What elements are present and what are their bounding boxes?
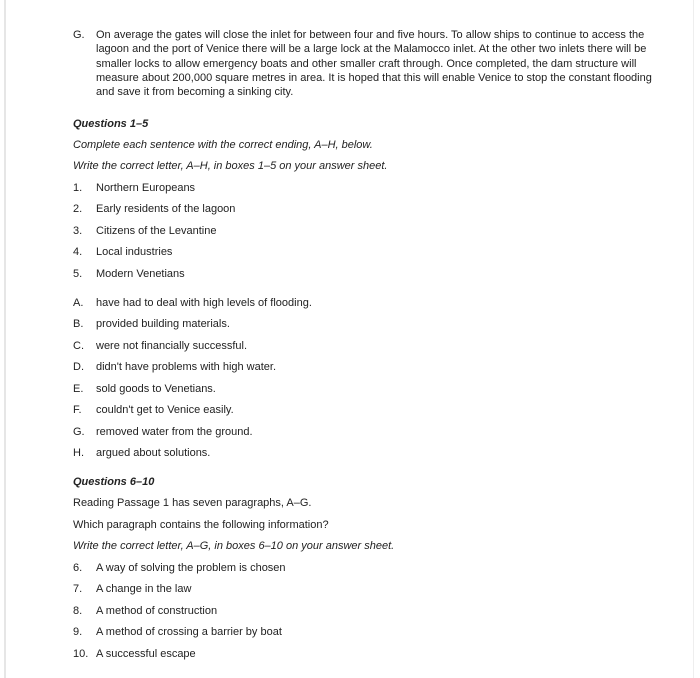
ending-letter: F. [73,404,82,416]
ending-item [73,317,230,331]
question-item [73,647,196,661]
question-item [73,561,286,575]
question-text: A way of solving the problem is chosen [96,562,286,574]
right-edge-rule [693,0,694,678]
ending-item [73,446,210,460]
question-text: A method of crossing a barrier by boat [96,626,282,638]
question-text: Early residents of the lagoon [96,203,236,215]
section2-intro: Reading Passage 1 has seven paragraphs, A–G. [73,497,312,509]
question-number: 8. [73,605,83,617]
question-text: Citizens of the Levantine [96,225,217,237]
question-text: Local industries [96,246,173,258]
question-item [73,181,195,195]
questions-6-10-heading: Questions 6–10 [73,476,155,488]
ending-text: couldn't get to Venice easily. [96,404,234,416]
ending-letter: E. [73,383,84,395]
ending-letter: D. [73,361,84,373]
ending-letter: G. [73,426,85,438]
ending-letter: A. [73,297,84,309]
question-item [73,604,217,618]
section1-instruction-1: Complete each sentence with the correct ending, A–H, below. [73,139,373,151]
question-item [73,625,282,639]
ending-letter: C. [73,340,84,352]
question-text: Modern Venetians [96,268,185,280]
question-number: 9. [73,626,83,638]
ending-text: didn't have problems with high water. [96,361,277,373]
question-text: A successful escape [96,648,196,660]
question-number: 3. [73,225,83,237]
question-number: 6. [73,562,83,574]
question-number: 10. [73,648,89,660]
question-text: Northern Europeans [96,182,196,194]
ending-item [73,425,253,439]
ending-text: argued about solutions. [96,447,211,459]
ending-item [73,382,216,396]
question-number: 1. [73,182,83,194]
question-text: A change in the law [96,583,192,595]
questions-1-5-heading: Questions 1–5 [73,118,149,130]
paragraph-letter: G. [73,29,85,41]
section2-question: Which paragraph contains the following information? [73,519,329,531]
question-item [73,582,191,596]
section1-instruction-2: Write the correct letter, A–H, in boxes 1–5 on your answer sheet. [73,160,388,172]
question-item [73,245,172,259]
ending-item [73,360,276,374]
ending-item [73,403,234,417]
ending-item [73,296,312,310]
question-item [73,267,185,281]
paragraph-g [73,28,663,99]
ending-text: provided building materials. [96,318,230,330]
ending-letter: H. [73,447,84,459]
question-item [73,202,235,216]
question-number: 4. [73,246,83,258]
ending-text: removed water from the ground. [96,426,253,438]
ending-letter: B. [73,318,84,330]
ending-text: have had to deal with high levels of flooding. [96,297,312,309]
question-item [73,224,216,238]
left-edge-rule [4,0,6,678]
question-number: 5. [73,268,83,280]
section2-instruction: Write the correct letter, A–G, in boxes 6–10 on your answer sheet. [73,540,395,552]
ending-item [73,339,247,353]
question-number: 2. [73,203,83,215]
question-text: A method of construction [96,605,218,617]
ending-text: were not financially successful. [96,340,248,352]
paragraph-text: On average the gates will close the inlet for between four and five hours. To allow ships to continue to access the lagoon and the port of Venice there will be a large lock at the Malamocco inlet. At the other two inlets there will be smaller locks to allow emergency boats and other smaller craft through. Once completed, the dam structure will measure about 200,000 square metres in area. It is hoped that this will enable Venice to stop the constant flooding and save it from becoming a sinking city. [96,29,652,99]
ending-text: sold goods to Venetians. [96,383,216,395]
question-number: 7. [73,583,83,595]
